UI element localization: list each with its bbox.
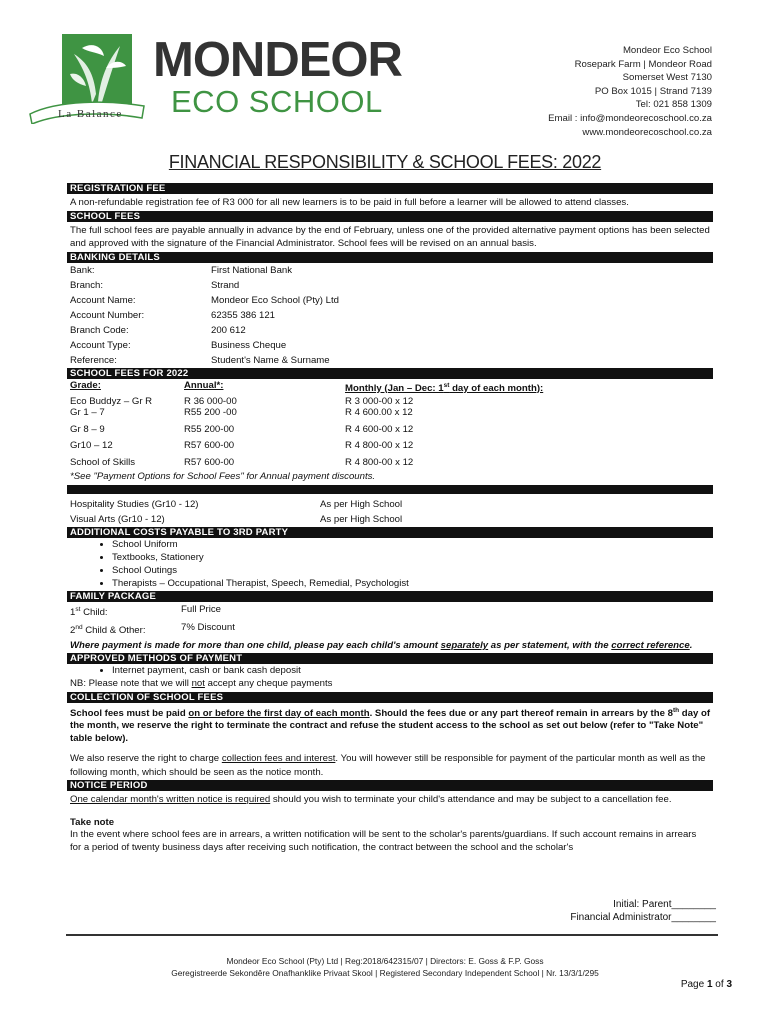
contact-block (548, 44, 712, 139)
list-item: • School Outings (112, 564, 713, 577)
family-value: Full Price (181, 603, 221, 615)
family-row (67, 620, 713, 638)
section-heading: REGISTRATION FEE (67, 183, 713, 194)
extra-fee: As per High School (320, 513, 403, 525)
notice-text: One calendar month's written notice is required should you wish to terminate your child's attendance and may be subject to a cancellation fee. (70, 794, 672, 806)
registration-text: A non-refundable registration fee of R3 000 for all new learners is to be paid in full before a learner will be allowed to attend classes. (70, 197, 629, 208)
fees-grade: Gr10 – 12 (70, 440, 113, 452)
logo-title: MONDEOR (153, 33, 402, 87)
family-key: 1st Child: (70, 605, 108, 618)
family-value: 7% Discount (181, 621, 235, 633)
fees-monthly: R 4 800-00 x 12 (345, 456, 414, 468)
document-title: FINANCIAL RESPONSIBILITY & SCHOOL FEES: 2022 (168, 152, 602, 172)
signature-block (570, 898, 716, 924)
banking-value: Business Cheque (211, 339, 287, 351)
banking-key: Account Type: (70, 339, 131, 351)
banking-value: 200 612 (211, 324, 246, 336)
section-heading: FAMILY PACKAGE (67, 591, 713, 602)
banking-row (67, 323, 713, 338)
contact-line: Rosepark Farm | Mondeor Road (574, 58, 712, 70)
contact-email[interactable]: Email : info@mondeorecoschool.co.za (548, 112, 712, 124)
fees-grade: Gr 8 – 9 (70, 423, 105, 435)
fees-col-annual: Annual*: (184, 379, 224, 391)
footer-rule (66, 934, 718, 936)
banking-key: Branch Code: (70, 324, 129, 336)
footer (0, 955, 770, 979)
take-note-text: In the event where school fees are in arrears, a written notification will be sent to the scholar's parents/guardians. If such account remains in arrears for a period of twenty business days after receiving such notification, the contract between the school and the scholar's (70, 829, 697, 853)
banking-row (67, 278, 713, 293)
extra-fee: As per High School (320, 498, 403, 510)
fees-annual: R57 600-00 (184, 456, 235, 468)
contact-line: Tel: 021 858 1309 (635, 99, 712, 111)
banking-value: 62355 386 121 (211, 309, 276, 321)
list-item: • School Uniform (112, 538, 713, 551)
contact-line: Mondeor Eco School (622, 45, 712, 56)
payment-methods-list (67, 664, 713, 677)
logo-subtitle: ECO SCHOOL (171, 84, 383, 119)
banking-key: Branch: (70, 279, 104, 291)
additional-costs-list (67, 538, 713, 591)
fees-monthly: R 4 600-00 x 12 (345, 423, 414, 435)
section-heading: COLLECTION OF SCHOOL FEES (67, 692, 713, 703)
contact-website[interactable]: www.mondeorecoschool.co.za (582, 126, 712, 138)
document-body (67, 183, 713, 855)
fees-col-grade: Grade: (70, 379, 101, 391)
banking-row (67, 338, 713, 353)
school-fees-text: The full school fees are payable annually in advance by the end of February, unless one of the provided alternative payment options has been selected and approved with the signature of the Financial Administrator. School fees will be revised on an annual basis. (70, 224, 710, 249)
banking-row (67, 263, 713, 278)
logo-ribbon (28, 96, 146, 124)
list-item: • Internet payment, cash or bank cash deposit (112, 664, 713, 677)
fees-grade: School of Skills (70, 456, 136, 468)
section-divider-bar (67, 485, 713, 494)
family-note: Where payment is made for more than one child, please pay each child's amount separately as per statement, with the correct reference. (70, 639, 693, 651)
extra-subject: Hospitality Studies (Gr10 - 12) (70, 498, 199, 510)
section-heading: SCHOOL FEES FOR 2022 (67, 368, 713, 379)
list-item: • Textbooks, Stationery (112, 551, 713, 564)
fees-header-row (67, 379, 713, 396)
extra-subject: Visual Arts (Gr10 - 12) (70, 513, 165, 525)
banking-key: Reference: (70, 354, 117, 366)
fees-monthly: R 3 000-00 x 12 R 4 600.00 x 12 (345, 395, 414, 419)
fees-annual: R55 200-00 (184, 423, 235, 435)
logo-ribbon-text: La Balance (58, 108, 123, 120)
list-item: • Therapists – Occupational Therapist, Speech, Remedial, Psychologist (112, 577, 713, 590)
section-heading: ADDITIONAL COSTS PAYABLE TO 3RD PARTY (67, 527, 713, 538)
initial-parent[interactable]: Initial: Parent________ (613, 899, 716, 910)
fees-monthly: R 4 800-00 x 12 (345, 440, 414, 452)
section-heading: SCHOOL FEES (67, 211, 713, 222)
banking-row (67, 353, 713, 368)
family-row (67, 602, 713, 620)
footer-line: Mondeor Eco School (Pty) Ltd | Reg:2018/642315/07 | Directors: E. Goss & F.P. Goss (226, 956, 544, 966)
fees-note: *See "Payment Options for School Fees" for Annual payment discounts. (70, 471, 376, 483)
contact-line: PO Box 1015 | Strand 7139 (594, 85, 712, 97)
banking-value: Strand (211, 279, 240, 291)
extra-row (67, 512, 713, 527)
fees-grade: Eco Buddyz – Gr R Gr 1 – 7 (70, 395, 153, 419)
banking-row (67, 308, 713, 323)
fees-row (67, 440, 713, 452)
take-note-heading: Take note (70, 816, 115, 828)
banking-row (67, 293, 713, 308)
section-heading: APPROVED METHODS OF PAYMENT (67, 653, 713, 664)
banking-value: Student's Name & Surname (211, 354, 330, 366)
extra-row (67, 497, 713, 512)
fees-annual: R 36 000-00 R55 200 -00 (184, 395, 237, 419)
collection-text-2: We also reserve the right to charge collection fees and interest. You will however still be responsible for payment of the particular month as well as the following month, which should be seen as the notice month. (70, 753, 706, 778)
banking-value: First National Bank (211, 264, 293, 276)
banking-key: Bank: (70, 264, 95, 276)
collection-text: School fees must be paid on or before the first day of each month. Should the fees due or any part thereof remain in arrears by the 8th day of the month, we reserve the right to terminate the contract and refuse the student access to the school as set out below (refer to "Take Note" table below). (70, 706, 711, 744)
page-number: Page 1 of 3 (680, 979, 732, 990)
banking-value: Mondeor Eco School (Pty) Ltd (211, 294, 339, 306)
fees-table (67, 379, 713, 485)
banking-table (67, 263, 713, 368)
contact-line: Somerset West 7130 (622, 72, 712, 84)
initial-financial-admin[interactable]: Financial Administrator________ (570, 912, 716, 923)
banking-key: Account Number: (70, 309, 145, 321)
banking-key: Account Name: (70, 294, 136, 306)
fees-col-monthly: Monthly (Jan – Dec: 1st day of each month): (345, 381, 544, 394)
footer-line: Geregistreerde Sekondêre Onafhanklike Privaat Skool | Registered Secondary Independent School | Nr. 13/3/1/295 (171, 968, 599, 978)
fees-row (67, 396, 713, 419)
family-key: 2nd Child & Other: (70, 623, 146, 636)
fees-row (67, 457, 713, 469)
payment-nb: NB: Please note that we will not accept any cheque payments (70, 678, 333, 690)
section-heading: BANKING DETAILS (67, 252, 713, 263)
section-heading: NOTICE PERIOD (67, 780, 713, 791)
fees-annual: R57 600-00 (184, 440, 235, 452)
fees-row (67, 424, 713, 436)
school-logo (28, 30, 428, 130)
